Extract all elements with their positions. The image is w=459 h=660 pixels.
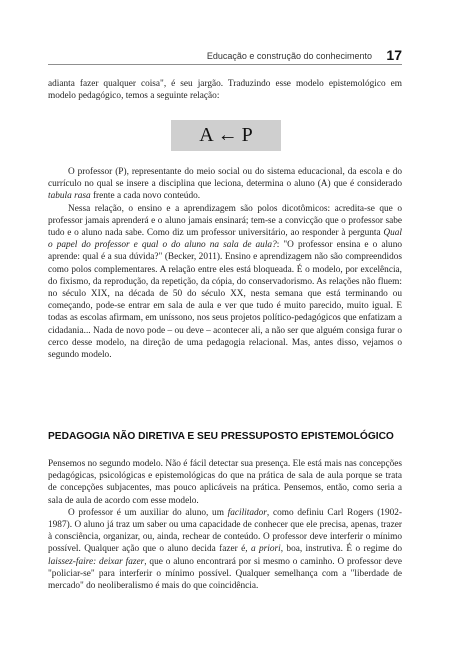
text-run: , como definiu Carl Rogers (1902-1987). O aluno já traz um saber ou uma capacidade de conhecer que ele precisa, apenas, trazer à consciência, organizar, ou, ainda, rechear de conteúdo. O professor deve interferir o mínimo possível. Qualquer ação que o aluno decida fazer é, <box>48 507 402 555</box>
relation-left: A <box>199 124 214 146</box>
page-header <box>48 44 402 65</box>
intro-text <box>48 78 402 102</box>
left-arrow-icon: ← <box>217 124 238 146</box>
emphasis: facilitador <box>227 507 267 518</box>
section2-text <box>48 458 402 592</box>
text-run: , boa, instrutiva. É o regime do <box>280 544 403 555</box>
section1-paragraph-1 <box>48 166 402 203</box>
text-run: : "O professor ensina e o aluno aprende: qual é a sua dúvida?" (Becker, 2011). Ensino e aprendizagem não são compreendidos como polos complementares. A relação entre eles está bloqueada. É o modelo, por excelência, do fixismo, da reprodução, da repetição, da cópia, do conservadorismo. As relações não fluem: no século XIX, na década de 50 do século XX, nesta semana que está terminando ou começando, pode-se entrar em sala de aula e ver que tudo é muito parecido, muito igual. E todas as escolas afirmam, em uníssono, nos seus projetos político-pedagógicos que enfatizam a cidadania... Nada de novo pode – ou deve – acontecer ali, a não ser que alguém consiga furar o cerco desse modelo, na direção de uma pedagogia relacional. Mas, antes disso, vejamos o segundo modelo. <box>48 240 402 361</box>
text-run: O professor (P), representante do meio social ou do sistema educacional, da escola e do currículo no qual se insere a disciplina que leciona, determina o aluno (A) que é considerado <box>48 167 402 190</box>
section2-paragraph-1: Pensemos no segundo modelo. Não é fácil detectar sua presença. Ele está mais nas concepções pedagógicas, psicológicas e epistemológicas do que na prática de sala de aula porque se trata de concepções subjacentes, mas pouco aplicáveis na prática. Pensemos, então, como seria a sala de aula de acordo com esse modelo. <box>48 459 402 506</box>
emphasis: laissez-faire: deixar fazer <box>48 556 145 567</box>
emphasis: a priori <box>250 544 281 555</box>
emphasis: Qual o papel do professor e qual o do aluno na sala de aula? <box>48 228 402 251</box>
page-number: 17 <box>386 47 402 63</box>
section1-text <box>48 166 402 361</box>
relation-diagram <box>171 120 281 151</box>
text-run: , que o aluno encontrará por si mesmo o caminho. O professor deve "policiar-se" para interferir o mínimo possível. Qualquer semelhança com a "liberdade de mercado" do neoliberalismo é mais do que coincidência. <box>48 556 402 592</box>
text-run: O professor é um auxiliar do aluno, um <box>68 507 228 518</box>
intro-paragraph: adianta fazer qualquer coisa", é seu jargão. Traduzindo esse modelo epistemológico em modelo pedagógico, temos a seguinte relação: <box>48 79 402 102</box>
text-run: frente a cada novo conteúdo. <box>90 191 201 202</box>
text-run: Nessa relação, o ensino e a aprendizagem são polos dicotômicos: acredita-se que o professor jamais aprenderá e o aluno jamais ensinará; tem-se a convicção que o professor sabe tudo e o aluno nada sabe. Como diz um professor universitário, ao responder à pergunta <box>48 203 402 239</box>
section2-paragraph-2 <box>48 507 402 592</box>
emphasis: tabula rasa <box>48 191 91 202</box>
running-title: Educação e construção do conhecimento <box>206 51 372 61</box>
section1-paragraph-2 <box>48 203 402 362</box>
section-heading: PEDAGOGIA NÃO DIRETIVA E SEU PRESSUPOSTO EPISTEMOLÓGICO <box>48 431 394 442</box>
relation-right: P <box>241 124 253 146</box>
